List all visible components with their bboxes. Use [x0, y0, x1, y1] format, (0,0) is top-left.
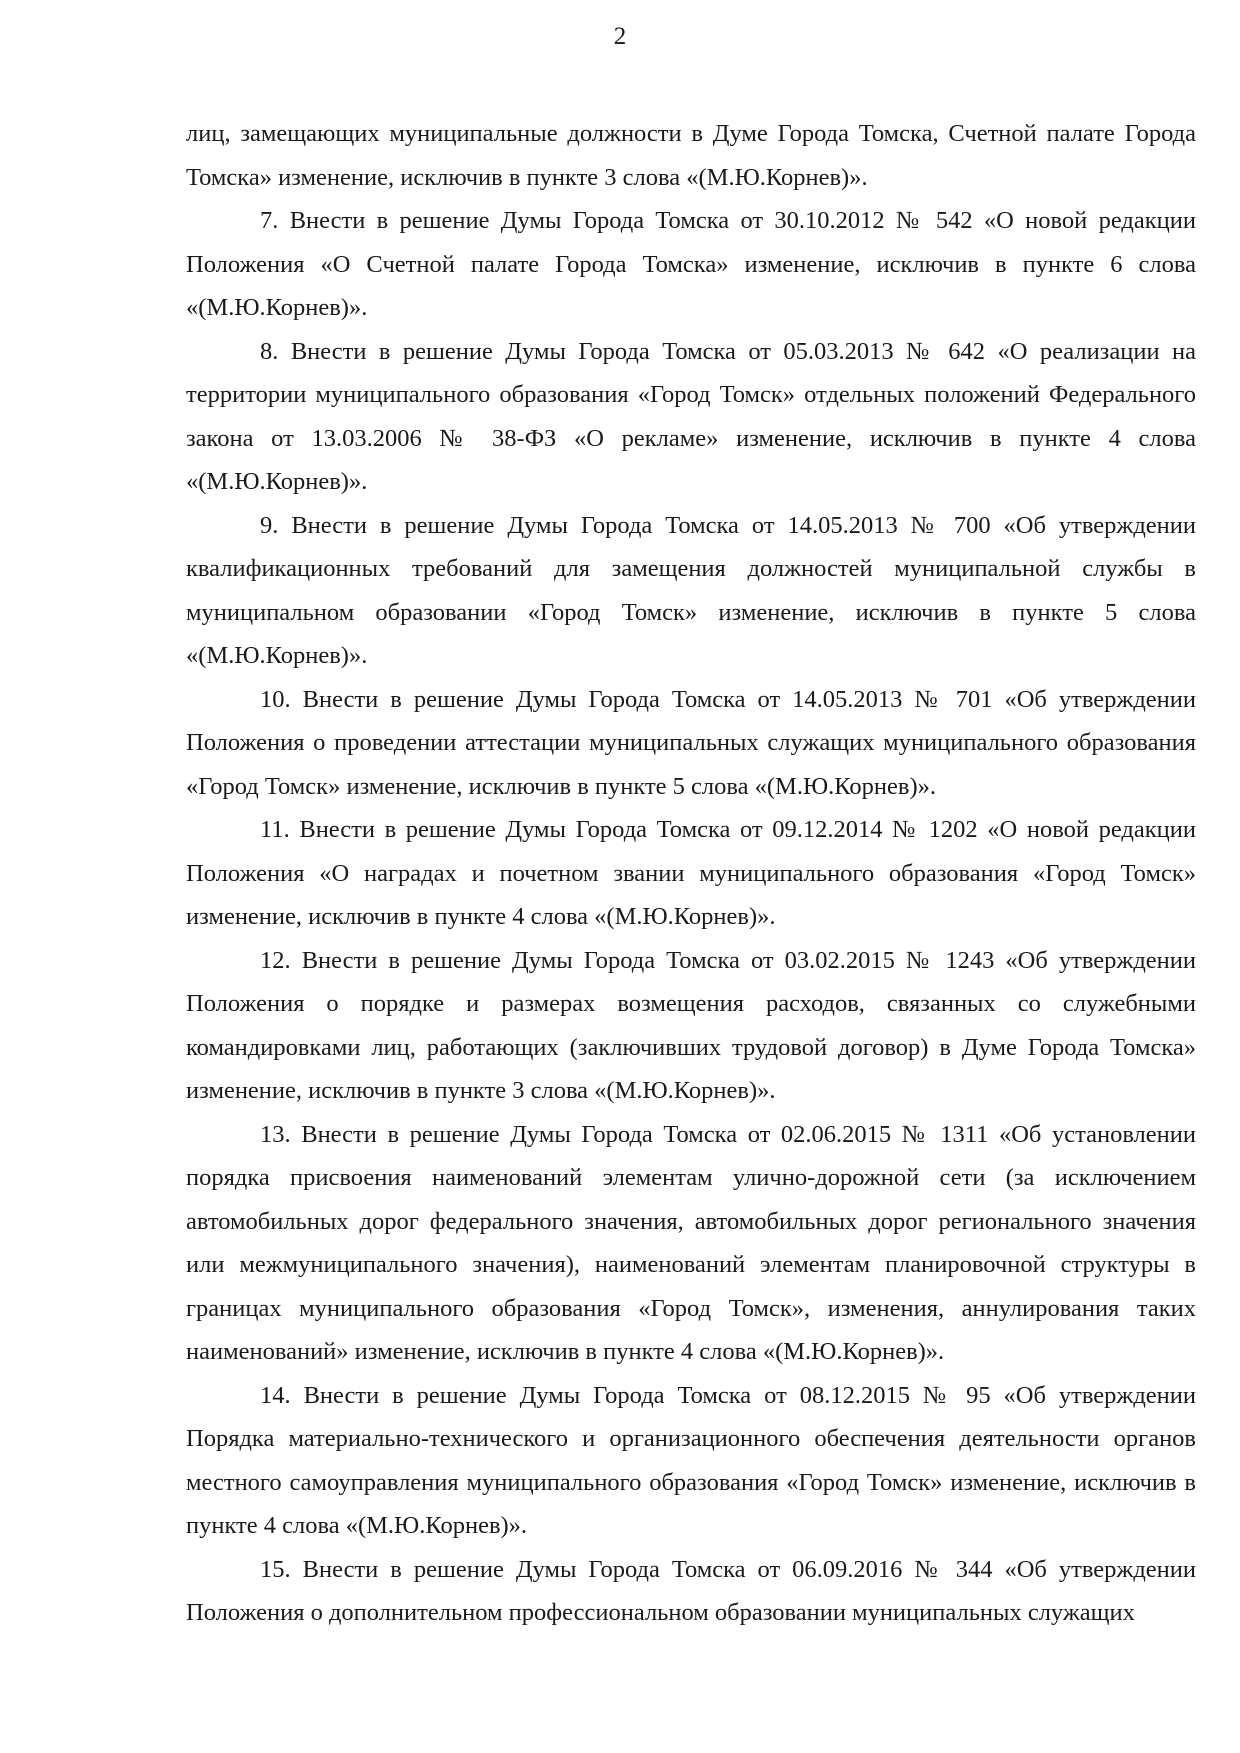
paragraph-item-10: 10. Внести в решение Думы Города Томска от 14.05.2013 № 701 «Об утверждении Положения о проведении аттестации муниципальных служащих муниципального образования «Город Томск» изменение, исключив в пункте 5 слова «(М.Ю.Корнев)».: [186, 685, 1196, 800]
paragraph-item-13: 13. Внести в решение Думы Города Томска от 02.06.2015 № 1311 «Об установлении порядка присвоения наименований элементам улично-дорожной сети (за исключением автомобильных дорог федерального значения, автомобильных дорог регионального значения или межмуниципального значения), наименований элементам планировочной структуры в границах муниципального образования «Город Томск», изменения, аннулирования таких наименований» изменение, исключив в пункте 4 слова «(М.Ю.Корнев)».: [186, 1120, 1196, 1365]
paragraph-item-14: 14. Внести в решение Думы Города Томска от 08.12.2015 № 95 «Об утверждении Порядка материально-технического и организационного обеспечения деятельности органов местного самоуправления муниципального образования «Город Томск» изменение, исключив в пункте 4 слова «(М.Ю.Корнев)».: [186, 1381, 1196, 1539]
paragraph-continuation: лиц, замещающих муниципальные должности в Думе Города Томска, Счетной палате Города Томска» изменение, исключив в пункте 3 слова «(М.Ю.Корнев)».: [186, 120, 1196, 191]
paragraph-item-8: 8. Внести в решение Думы Города Томска от 05.03.2013 № 642 «О реализации на территории муниципального образования «Город Томск» отдельных положений Федерального закона от 13.03.2006 № 38-ФЗ «О рекламе» изменение, исключив в пункте 4 слова «(М.Ю.Корнев)».: [186, 337, 1196, 495]
paragraph-item-7: 7. Внести в решение Думы Города Томска от 30.10.2012 № 542 «О новой редакции Положения «О Счетной палате Города Томска» изменение, исключив в пункте 6 слова «(М.Ю.Корнев)».: [186, 207, 1196, 321]
paragraph-item-11: 11. Внести в решение Думы Города Томска от 09.12.2014 № 1202 «О новой редакции Положения «О наградах и почетном звании муниципального образования «Город Томск» изменение, исключив в пункте 4 слова «(М.Ю.Корнев)».: [186, 816, 1196, 930]
paragraph-item-9: 9. Внести в решение Думы Города Томска от 14.05.2013 № 700 «Об утверждении квалификационных требований для замещения должностей муниципальной службы в муниципальном образовании «Город Томск» изменение, исключив в пункте 5 слова «(М.Ю.Корнев)».: [186, 511, 1196, 669]
page-number: 2: [613, 23, 627, 50]
paragraph-item-15: 15. Внести в решение Думы Города Томска от 06.09.2016 № 344 «Об утверждении Положения о дополнительном профессиональном образовании муниципальных служащих: [186, 1555, 1196, 1626]
document-body: [186, 112, 1196, 1635]
paragraph-item-12: 12. Внести в решение Думы Города Томска от 03.02.2015 № 1243 «Об утверждении Положения о порядке и размерах возмещения расходов, связанных со служебными командировками лиц, работающих (заключивших трудовой договор) в Думе Города Томска» изменение, исключив в пункте 3 слова «(М.Ю.Корнев)».: [186, 946, 1196, 1104]
